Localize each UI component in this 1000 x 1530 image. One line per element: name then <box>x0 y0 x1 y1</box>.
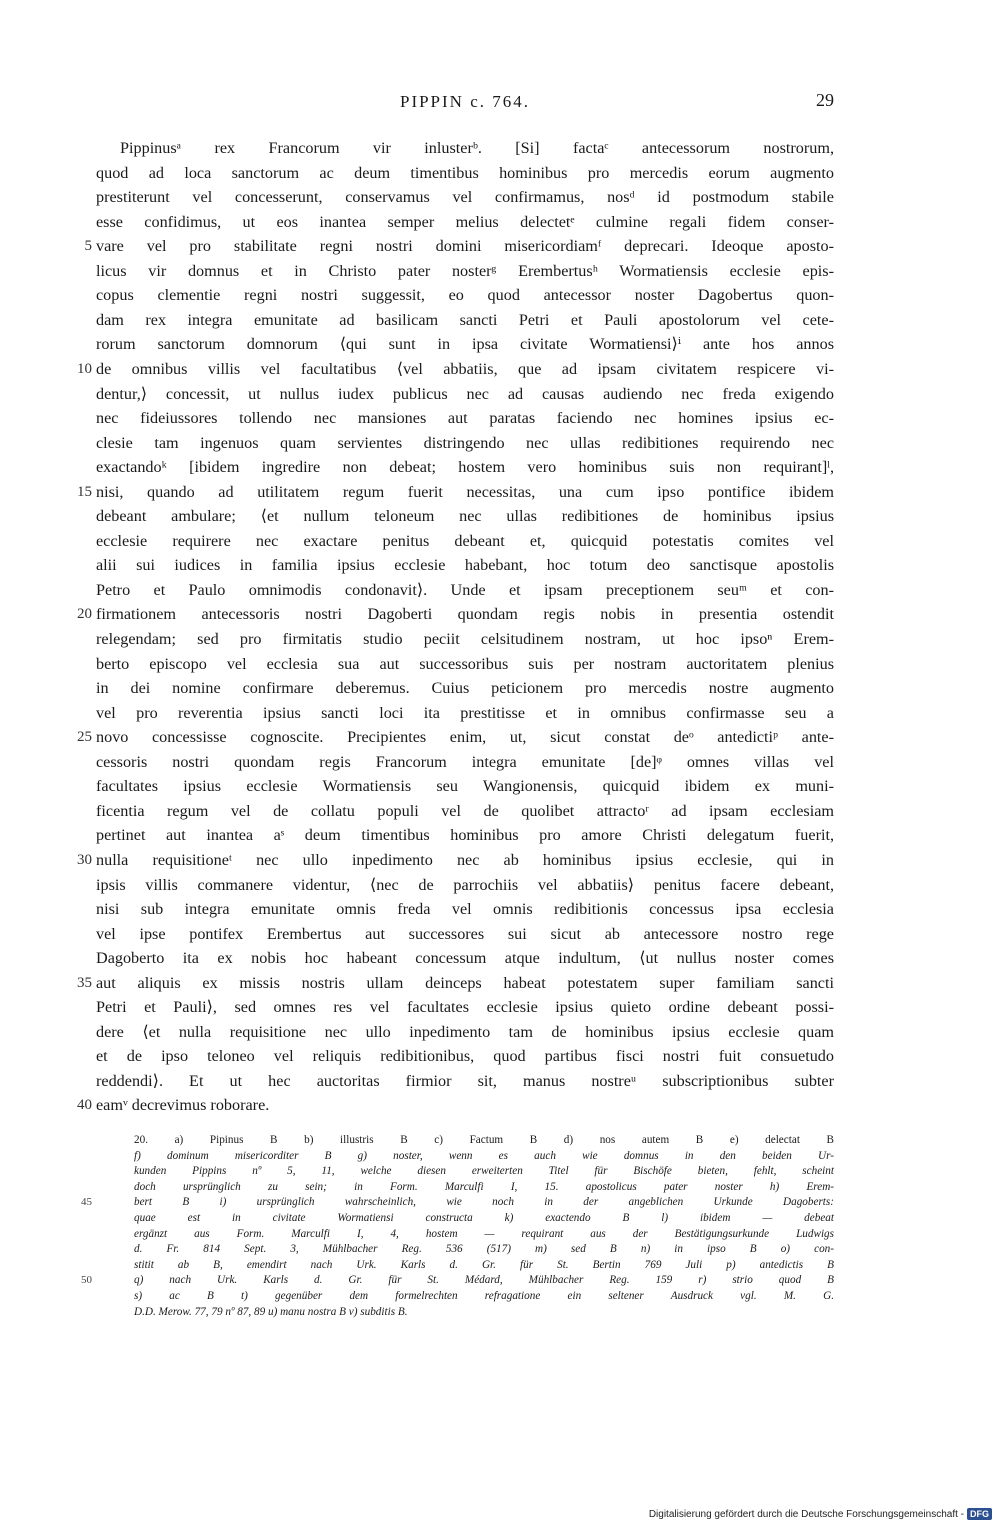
text-line: pertinet aut inantea aˢ deum timentibus hominibus pro amore Christi delegatum fuerit, <box>96 826 834 845</box>
text-line: vel pro reverentia ipsius sancti loci ita prestitisse et in omnibus confirmasse seu a <box>96 703 834 722</box>
line-number: 10 <box>77 360 92 377</box>
text-line: Dagoberto ita ex nobis hoc habeant concessum atque indultum, ⟨ut nullus noster comes <box>96 949 834 968</box>
text-line: Petri et Pauli⟩, sed omnes res vel facultates ecclesie ipsius quieto ordine debeant possi- <box>96 998 834 1017</box>
dfg-logo: DFG <box>967 1508 992 1520</box>
running-title: PIPPIN c. 764. <box>399 92 530 111</box>
footnote-line-number: 50 <box>81 1274 92 1287</box>
text-line: dere ⟨et nulla requisitione nec ullo inpedimento tam de hominibus ipsius ecclesie quam <box>96 1022 834 1041</box>
text-line: cessoris nostri quondam regis Francorum integra emunitate [de]ᵠ omnes villas vel <box>96 752 834 771</box>
footnote-line: s) ac B t) gegenüber dem formelrechten refragatione ein seltener Ausdruck vgl. M. G. <box>134 1290 834 1302</box>
text-line: nisi, quando ad utilitatem regum fuerit necessitas, una cum ipso pontifice ibidem <box>96 482 834 501</box>
text-line: rorum sanctorum domnorum ⟨qui sunt in ipsa civitate Wormatiensi⟩ⁱ ante hos annos <box>96 335 834 354</box>
line-number: 30 <box>77 851 92 868</box>
footnote-line: f) dominum misericorditer B g) noster, wenn es auch wie domnus in den beiden Ur- <box>134 1149 834 1162</box>
text-line: copus clementie regni nostri suggessit, eo quod antecessor noster Dagobertus quon- <box>96 286 834 305</box>
text-line: et de ipso teloneo vel reliquis redibitionibus, quod partibus fisci nostri fuit consuetudo <box>96 1047 834 1066</box>
text-line: de omnibus villis vel facultatibus ⟨vel abbatiis, que ad ipsam civitatem respicere vi- <box>96 359 834 378</box>
line-number: 15 <box>77 483 92 500</box>
text-line: eamᵛ decrevimus roborare. <box>96 1096 270 1115</box>
footnote-line: D.D. Merow. 77, 79 nº 87, 89 u) manu nostra B v) subditis B. <box>134 1305 408 1318</box>
footnote-line: d. Fr. 814 Sept. 3, Mühlbacher Reg. 536 (517) m) sed B n) in ipso B o) con- <box>134 1243 834 1256</box>
page-number: 29 <box>816 90 834 110</box>
text-line: nec fideiussores tollendo nec mansiones aut paratas faciendo nec homines ipsius ec- <box>96 409 834 428</box>
text-line: Pippinusᵃ rex Francorum vir inlusterᵇ. [Si] factaᶜ antecessorum nostrorum, <box>120 139 834 157</box>
text-line: Petro et Paulo omnimodis condonavit⟩. Unde et ipsam preceptionem seuᵐ et con- <box>96 580 834 599</box>
funding-text: Digitalisierung gefördert durch die Deutsche Forschungsgemeinschaft - <box>648 1508 964 1520</box>
text-line: aut aliquis ex missis nostris ullam deinceps habeat potestatem super familiam sancti <box>96 973 834 992</box>
footnote-line: quae est in civitate Wormatiensi constructa k) exactendo B l) ibidem — debeat <box>134 1212 834 1224</box>
text-line: clesie tam ingenuos quam servientes distringendo nec ullas redibitiones requirendo nec <box>96 433 834 452</box>
funding-notice <box>649 1508 992 1520</box>
footnote-line: q) nach Urk. Karls d. Gr. für St. Médard, Mühlbacher Reg. 159 r) strio quod B <box>134 1274 834 1287</box>
text-line: ficentia regum vel de collatu populi vel de quolibet attractoʳ ad ipsam ecclesiam <box>96 801 834 820</box>
line-number: 25 <box>77 729 92 746</box>
text-line: quod ad loca sanctorum ac deum timentibus hominibus pro mercedis eorum augmento <box>96 163 834 182</box>
text-line: prestiterunt vel concesserunt, conservamus vel confirmamus, nosᵈ id postmodum stabile <box>96 188 834 207</box>
footnote-line: 20. a) Pipinus B b) illustris B c) Factum B d) nos autem B e) delectat B <box>134 1134 834 1146</box>
text-line: exactandoᵏ [ibidem ingredire non debeat; hostem vero hominibus suis non requirant]ˡ, <box>96 458 834 477</box>
page-header <box>96 92 834 116</box>
text-line: nulla requisitioneᵗ nec ullo inpedimento nec ab hominibus ipsius ecclesie, qui in <box>96 850 834 869</box>
text-line: facultates ipsius ecclesie Wormatiensis seu Wangionensis, quicquid ibidem ex muni- <box>96 777 834 796</box>
text-line: licus vir domnus et in Christo pater nosterᵍ Erembertusʰ Wormatiensis ecclesie epis- <box>96 261 834 280</box>
footnote-line-number: 45 <box>81 1196 92 1209</box>
text-line: alii sui iudices in familia ipsius ecclesie habebant, hoc totum deo sanctisque apostolis <box>96 556 834 575</box>
line-number: 40 <box>77 1097 92 1114</box>
text-line: berto episcopo vel ecclesia sua aut successoribus suis per nostram auctoritatem plenius <box>96 654 834 673</box>
text-line: novo concessisse cognoscite. Precipientes enim, ut, sicut constat deᵒ antedictiᵖ ante- <box>96 728 834 747</box>
line-number: 20 <box>77 606 92 623</box>
line-number: 35 <box>77 974 92 991</box>
text-line: reddendi⟩. Et ut hec auctoritas firmior sit, manus nostreᵘ subscriptionibus subter <box>96 1071 834 1090</box>
footnote-line: stitit ab B, emendirt nach Urk. Karls d. Gr. für St. Bertin 769 Juli p) antedictis B <box>134 1258 834 1271</box>
line-number: 5 <box>84 238 92 255</box>
footnote-line: bert B i) ursprünglich wahrscheinlich, wie noch in der angeblichen Urkunde Dagoberts: <box>134 1196 834 1209</box>
text-line: ipsis villis commanere videntur, ⟨nec de parrochiis vel abbatiis⟩ penitus facere debeant, <box>96 875 834 894</box>
text-line: dentur,⟩ concessit, ut nullus iudex publicus nec ad causas audiendo nec freda exigendo <box>96 384 834 403</box>
text-line: dam rex integra emunitate ad basilicam sancti Petri et Pauli apostolorum vel cete- <box>96 310 834 329</box>
text-line: vare vel pro stabilitate regni nostri domini misericordiamᶠ deprecari. Ideoque aposto- <box>96 237 834 256</box>
text-line: firmationem antecessoris nostri Dagoberti quondam regis nobis in presentia ostendit <box>96 605 834 624</box>
text-line: in dei nomine confirmare deberemus. Cuius peticionem pro mercedis nostre augmento <box>96 679 834 698</box>
text-line: debeant ambulare; ⟨et nullum teloneum nec ullas redibitiones de hominibus ipsius <box>96 507 834 526</box>
text-line: relegendam; sed pro firmitatis studio peciit celsitudinem nostram, ut hoc ipsoⁿ Erem- <box>96 630 834 648</box>
text-line: ecclesie requirere nec exactare penitus debeant et, quicquid potestatis comites vel <box>96 531 834 550</box>
footnote-line: doch ursprünglich zu sein; in Form. Marculfi I, 15. apostolicus pater noster h) Erem- <box>134 1180 834 1193</box>
footnote-line: kunden Pippins nº 5, 11, welche diesen erweiterten Titel für Bischöfe bieten, fehlt, scheint <box>134 1165 834 1178</box>
text-line: vel ipse pontifex Erembertus aut successores sui sicut ab antecessore nostro rege <box>96 924 834 943</box>
footnote-line: ergänzt aus Form. Marculfi I, 4, hostem — requirant aus der Bestätigungsurkunde Ludwigs <box>134 1227 834 1240</box>
text-line: nisi sub integra emunitate omnis freda vel omnis redibitionis concessus ipsa ecclesia <box>96 900 834 919</box>
text-line: esse confidimus, ut eos inantea semper melius delectetᵉ culmine regali fidem conser- <box>96 212 834 231</box>
